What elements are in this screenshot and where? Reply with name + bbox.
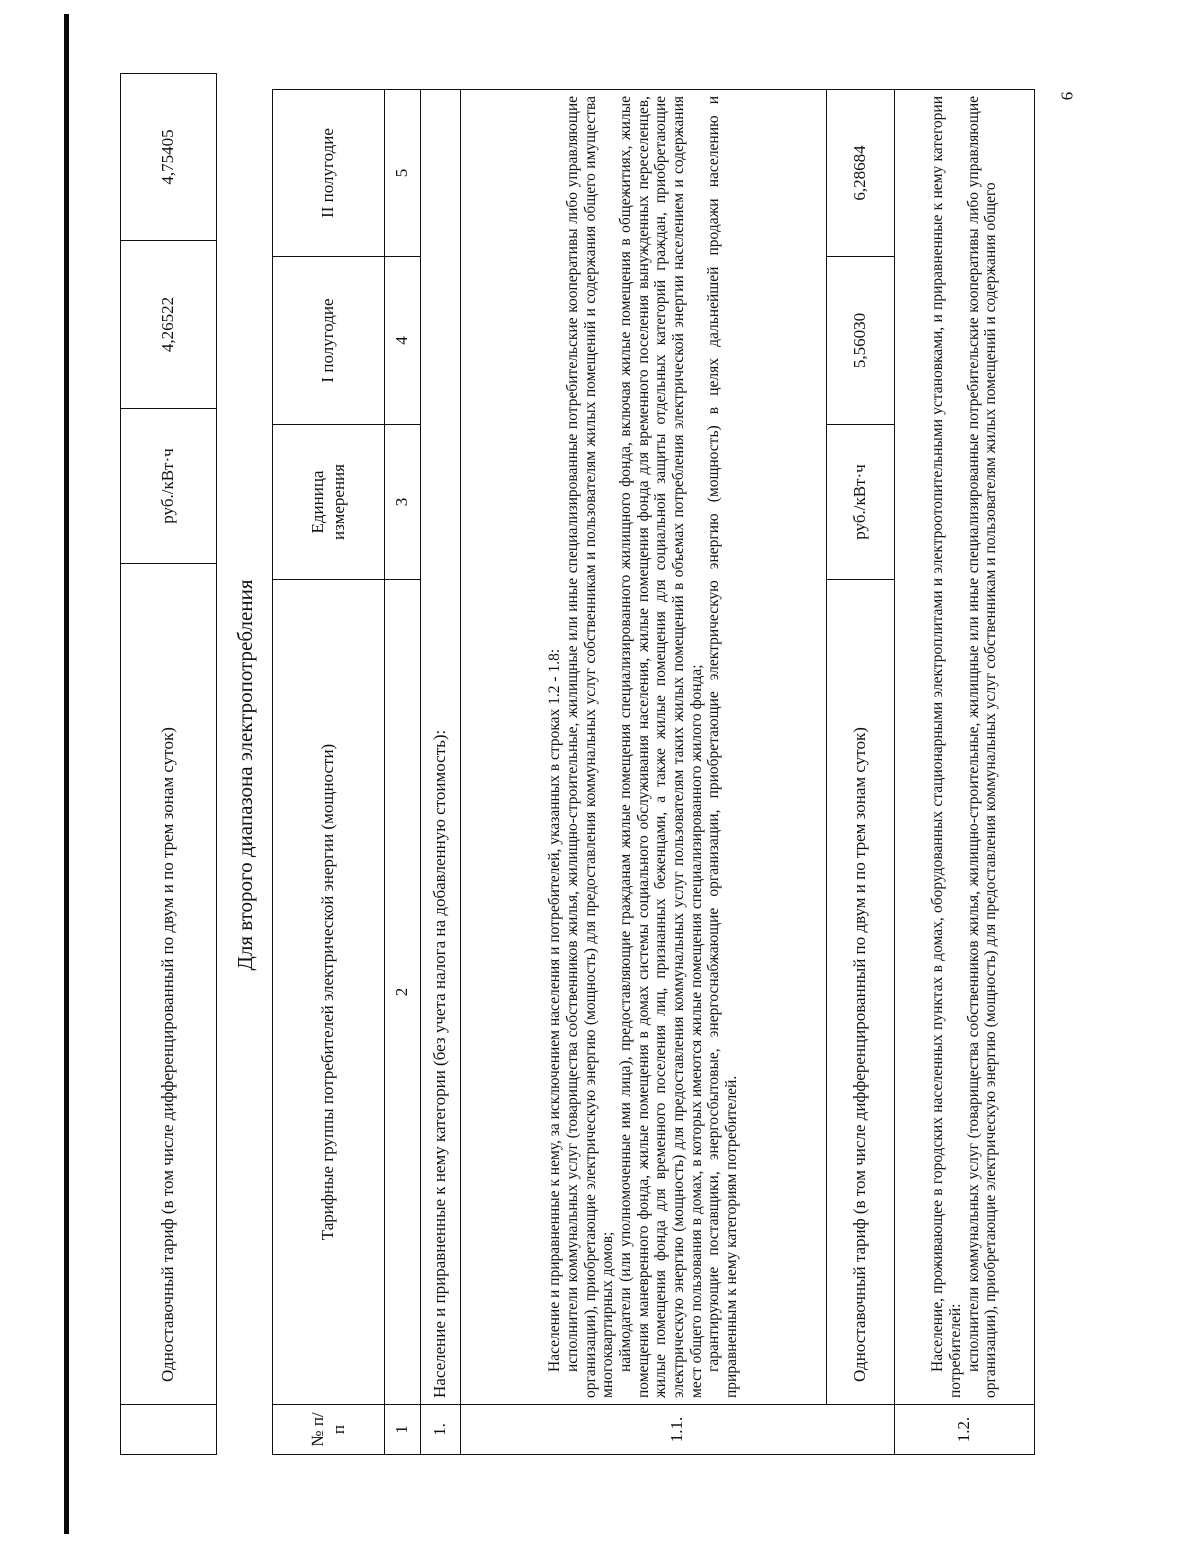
- cell-h1: 4,26522: [121, 241, 217, 409]
- cell-unit: руб./кВт·ч: [121, 409, 217, 564]
- cell-h2: 4,75405: [121, 74, 217, 241]
- row-num: 1.: [421, 1405, 461, 1455]
- paragraph: гарантирующие поставщики, энергосбытовые, энергоснабжающие организации, приобретающие электрическую энергию (мощность) в целях дальнейшей продажи населению и приравненным к нему категориям потребителей.: [705, 96, 740, 1398]
- header-h2: II полугодие: [273, 90, 385, 257]
- column-numbers-row: [385, 90, 421, 1455]
- row-category-text: Население и приравненные к нему категории (без учета налога на добавленную стоимость):: [421, 90, 461, 1405]
- col-number: 2: [385, 580, 421, 1405]
- table-row: [121, 74, 217, 1455]
- top-table: [120, 73, 217, 1455]
- page-number: 9: [1057, 91, 1077, 101]
- cell-tariff-name: Одноставочный тариф (в том числе дифференцированный по двум и по трем зонам суток): [121, 564, 217, 1405]
- paragraph: Население и приравненные к нему, за исключением населения и потребителей, указанных в строках 1.2 - 1.8:: [546, 648, 564, 1372]
- scan-edge: [64, 14, 69, 1534]
- cell-h1: 5,56030: [827, 257, 895, 425]
- table-row: [895, 90, 1035, 1455]
- col-number: 3: [385, 425, 421, 580]
- rotated-page-content: [120, 95, 1000, 1455]
- cell-unit: руб./кВт·ч: [827, 425, 895, 580]
- col-number: 5: [385, 90, 421, 257]
- paragraph: наймодатели (или уполномоченные ими лица), предоставляющие гражданам жилые помещения специализированного жилищного фонда, включая жилые помещения в общежитиях, жилые помещения маневренного фонда, жилые помещения в домах системы социального обслуживания населения, жилые помещения фонда для временного поселения вынужденных переселенцев, жилые помещения фонда для временного поселения лиц, признанных беженцами, а также жилые помещения для социальной защиты отдельных категорий граждан, приобретающие электрическую энергию (мощность) для предоставления коммунальных услуг пользователям таких жилых помещений в объемах потребления электрической энергии населением и содержания мест общего пользования в домах, в которых имеются жилые помещения специализированного жилого фонда;: [617, 96, 705, 1398]
- row-num: 1.1.: [461, 1405, 895, 1455]
- paragraph: исполнители коммунальных услуг (товарищества собственников жилья, жилищно-строительные, жилищные или иные специализированные потребительские кооперативы либо управляющие организации), приобретающие электрическую энергию (мощность) для предоставления коммунальных услуг собственникам и пользователям жилых помещений и содержания общего имущества многоквартирных домов;: [564, 96, 617, 1398]
- paragraph: исполнители коммунальных услуг (товарищества собственников жилья, жилищно-строительные, жилищные или иные специализированные потребительские кооперативы либо управляющие организации), приобретающие электрическую энергию (мощность) для предоставления коммунальных услуг собственникам и пользователям жилых помещений и содержания общего: [964, 96, 1000, 1398]
- section-heading: Для второго диапазона электропотребления: [233, 579, 257, 971]
- cell-tariff-name: Одноставочный тариф (в том числе дифференцированный по двум и по трем зонам суток): [827, 580, 895, 1405]
- paragraph: Население, проживающее в городских населенных пунктах в домах, оборудованных стационарными электроплитами и электроотопительными установками, и приравненные к нему категории потребителей:: [929, 96, 964, 1398]
- cell-h2: 6,28684: [827, 90, 895, 257]
- row-description: [895, 90, 1035, 1405]
- header-h1: I полугодие: [273, 257, 385, 425]
- cell-num: [121, 1405, 217, 1455]
- col-number: 4: [385, 257, 421, 425]
- col-number: 1: [385, 1405, 421, 1455]
- table-row: [461, 90, 827, 1455]
- main-table: [272, 89, 1035, 1455]
- row-description: [461, 90, 827, 1405]
- table-header-row: [273, 90, 385, 1455]
- header-num: № п/п: [273, 1405, 385, 1455]
- header-unit: Единица измерения: [273, 425, 385, 580]
- table-row: [421, 90, 461, 1455]
- row-num: 1.2.: [895, 1405, 1035, 1455]
- table-row: [827, 90, 895, 1455]
- header-groups: Тарифные группы потребителей электрической энергии (мощности): [273, 580, 385, 1405]
